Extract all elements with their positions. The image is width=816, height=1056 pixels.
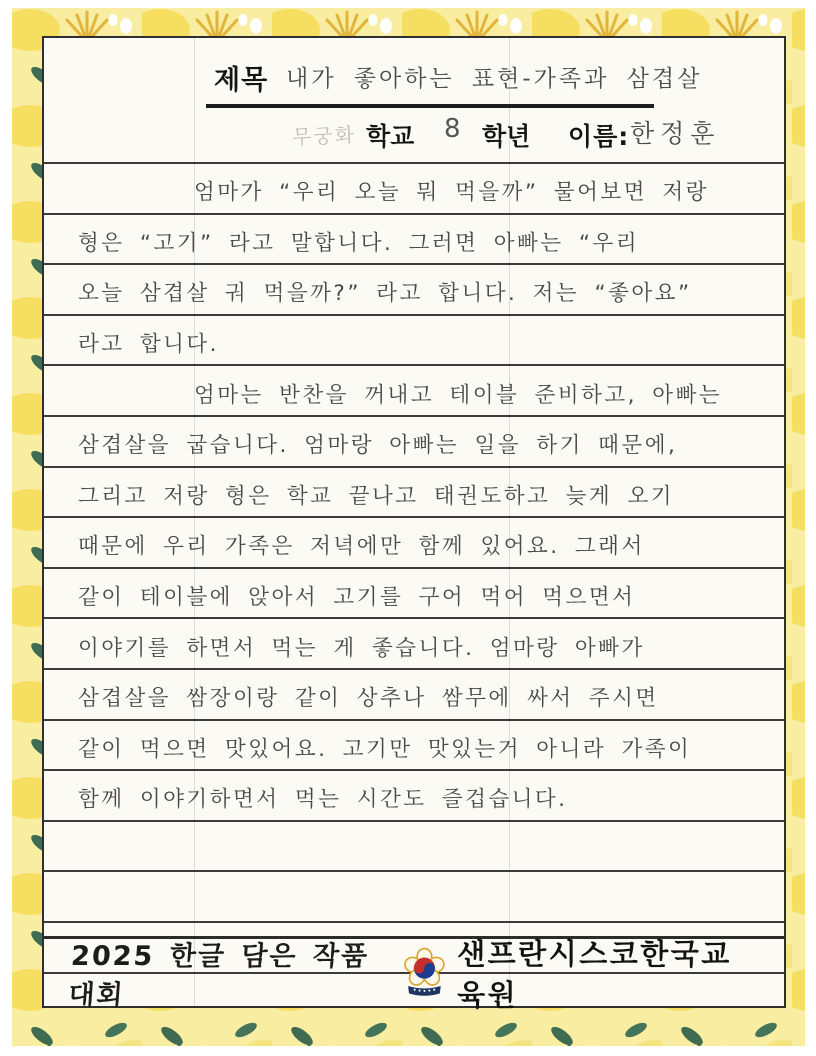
ruled-line (44, 518, 784, 569)
org-name: 샌프란시스코한국교육원 (457, 936, 732, 1012)
body-line-text: 같이 먹으면 맛있어요. 고기만 맛있는거 아니라 가족이 (78, 736, 692, 762)
title-underline (206, 104, 654, 108)
paper (42, 36, 786, 1012)
body-line-text: 형은 “고기” 라고 말합니다. 그러면 아빠는 “우리 (78, 230, 640, 256)
ruled-line (44, 670, 784, 721)
name-value: 한정훈 (630, 119, 721, 148)
ruled-line (44, 417, 784, 468)
title-label: 제목 (214, 65, 269, 96)
body-line-text: 삼겹살을 굽습니다. 엄마랑 아빠는 일을 하기 때문에, (78, 433, 678, 459)
school-label: 학교 (366, 122, 415, 151)
ruled-line (44, 771, 784, 822)
body-line-text: 엄마가 “우리 오늘 뭐 먹을까” 물어보면 저랑 (194, 180, 709, 206)
ruled-writing-area (44, 162, 784, 974)
body-line-text: 이야기를 하면서 먹는 게 좋습니다. 엄마랑 아빠가 (78, 635, 645, 661)
name-label: 이름: (568, 122, 630, 151)
grade-label: 학년 (482, 122, 531, 151)
grade-value: 8 (444, 114, 461, 144)
ruled-line (44, 265, 784, 316)
ruled-line-empty (44, 822, 784, 873)
ruled-line (44, 316, 784, 367)
contest-title: 2025 한글 담은 작품 대회 (67, 940, 371, 1011)
body-line-text: 함께 이야기하면서 먹는 시간도 즐겁습니다. (78, 787, 568, 813)
body-line-text: 엄마는 반찬을 꺼내고 테이블 준비하고, 아빠는 (194, 382, 723, 408)
footer (44, 936, 784, 1012)
ruled-line (44, 366, 784, 417)
ruled-line (44, 569, 784, 620)
ruled-line (44, 468, 784, 519)
body-line-text: 삼겹살을 쌈장이랑 같이 상추나 쌈무에 싸서 주시면 (78, 686, 659, 712)
body-line-text: 라고 합니다. (78, 332, 220, 358)
school-name-pencil: 무궁화 (291, 122, 357, 150)
body-line-text: 오늘 삼겹살 궈 먹을까?” 라고 합니다. 저는 “좋아요” (78, 281, 692, 307)
ruled-line (44, 164, 784, 215)
body-line-text: 같이 테이블에 앉아서 고기를 구어 먹어 먹으면서 (78, 585, 636, 611)
ruled-line (44, 619, 784, 670)
korea-education-center-emblem-icon (400, 942, 449, 1004)
body-line-text: 때문에 우리 가족은 저녁에만 함께 있어요. 그래서 (78, 534, 645, 560)
title-text: 내가 좋아하는 표현-가족과 삼겹살 (286, 66, 703, 92)
ruled-line (44, 721, 784, 772)
ruled-line-empty (44, 872, 784, 923)
ruled-line (44, 215, 784, 266)
body-line-text: 그리고 저랑 형은 학교 끝나고 태권도하고 늦게 오기 (78, 483, 674, 509)
